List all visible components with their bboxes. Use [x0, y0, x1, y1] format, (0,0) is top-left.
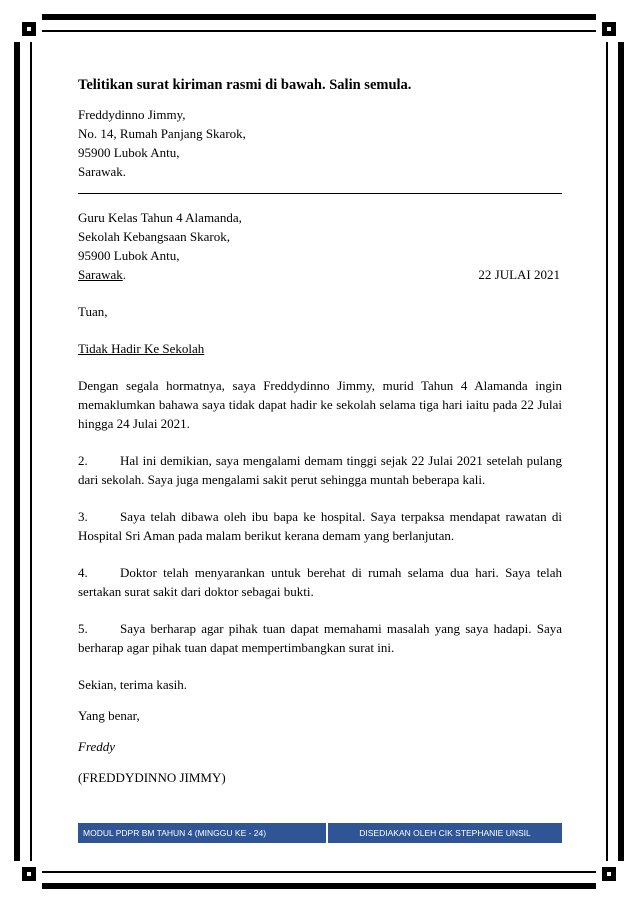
recipient-state: Sarawak — [78, 267, 123, 282]
page-footer — [78, 823, 562, 843]
border-corner-ornament — [14, 14, 42, 42]
footer-author-label: DISEDIAKAN OLEH CIK STEPHANIE UNSIL — [326, 823, 562, 843]
point-paragraph — [78, 507, 562, 545]
recipient-date-row — [78, 265, 562, 284]
sign-off: Yang benar, — [78, 708, 140, 723]
recipient-address — [78, 208, 562, 284]
signer-name: (FREDDYDINNO JIMMY) — [78, 770, 226, 785]
recipient-line: 95900 Lubok Antu, — [78, 248, 180, 263]
address-divider — [78, 193, 562, 194]
sender-line: Freddydinno Jimmy, — [78, 107, 186, 122]
point-number: 2. — [78, 453, 88, 468]
point-text: Saya telah dibawa oleh ibu bapa ke hospital. Saya terpaksa mendapat rawatan di Hospital Sri Aman pada malam berikut kerana demam yang berlanjutan. — [78, 509, 562, 543]
sender-line: 95900 Lubok Antu, — [78, 145, 180, 160]
salutation: Tuan, — [78, 304, 108, 319]
intro-paragraph: Dengan segala hormatnya, saya Freddydinno Jimmy, murid Tahun 4 Alamanda ingin memaklumkan bahawa saya tidak dapat hadir ke sekolah selama tiga hari iaitu pada 22 Julai hingga 24 Julai 2021. — [78, 378, 562, 431]
recipient-line — [78, 265, 126, 284]
point-text: Doktor telah menyarankan untuk berehat di rumah selama dua hari. Saya telah sertakan surat sakit dari doktor sebagai bukti. — [78, 565, 562, 599]
recipient-line: Guru Kelas Tahun 4 Alamanda, — [78, 210, 242, 225]
border-corner-ornament — [596, 14, 624, 42]
page-title: Telitikan surat kiriman rasmi di bawah. Salin semula. — [78, 77, 412, 93]
point-paragraph — [78, 619, 562, 657]
sender-line: No. 14, Rumah Panjang Skarok, — [78, 126, 246, 141]
signature: Freddy — [78, 739, 116, 754]
letter-content — [78, 76, 562, 787]
recipient-line: Sekolah Kebangsaan Skarok, — [78, 229, 230, 244]
point-paragraph — [78, 563, 562, 601]
point-number: 5. — [78, 621, 88, 636]
footer-module-label: MODUL PDPR BM TAHUN 4 (MINGGU KE - 24) — [78, 823, 326, 843]
border-corner-ornament — [596, 861, 624, 889]
closing: Sekian, terima kasih. — [78, 677, 188, 692]
letter-date: 22 JULAI 2021 — [478, 267, 560, 282]
point-paragraph — [78, 451, 562, 489]
border-corner-ornament — [14, 861, 42, 889]
point-number: 4. — [78, 565, 88, 580]
point-text: Saya berharap agar pihak tuan dapat memahami masalah yang saya hadapi. Saya berharap agar pihak tuan dapat mempertimbangkan surat ini. — [78, 621, 562, 655]
point-text: Hal ini demikian, saya mengalami demam tinggi sejak 22 Julai 2021 setelah pulang dari sekolah. Saya juga mengalami sakit perut sehingga muntah beberapa kali. — [78, 453, 562, 487]
sender-line: Sarawak. — [78, 164, 127, 179]
letter-subject: Tidak Hadir Ke Sekolah — [78, 341, 205, 356]
sender-address — [78, 105, 562, 181]
point-number: 3. — [78, 509, 88, 524]
recipient-state-punct: . — [122, 267, 127, 282]
